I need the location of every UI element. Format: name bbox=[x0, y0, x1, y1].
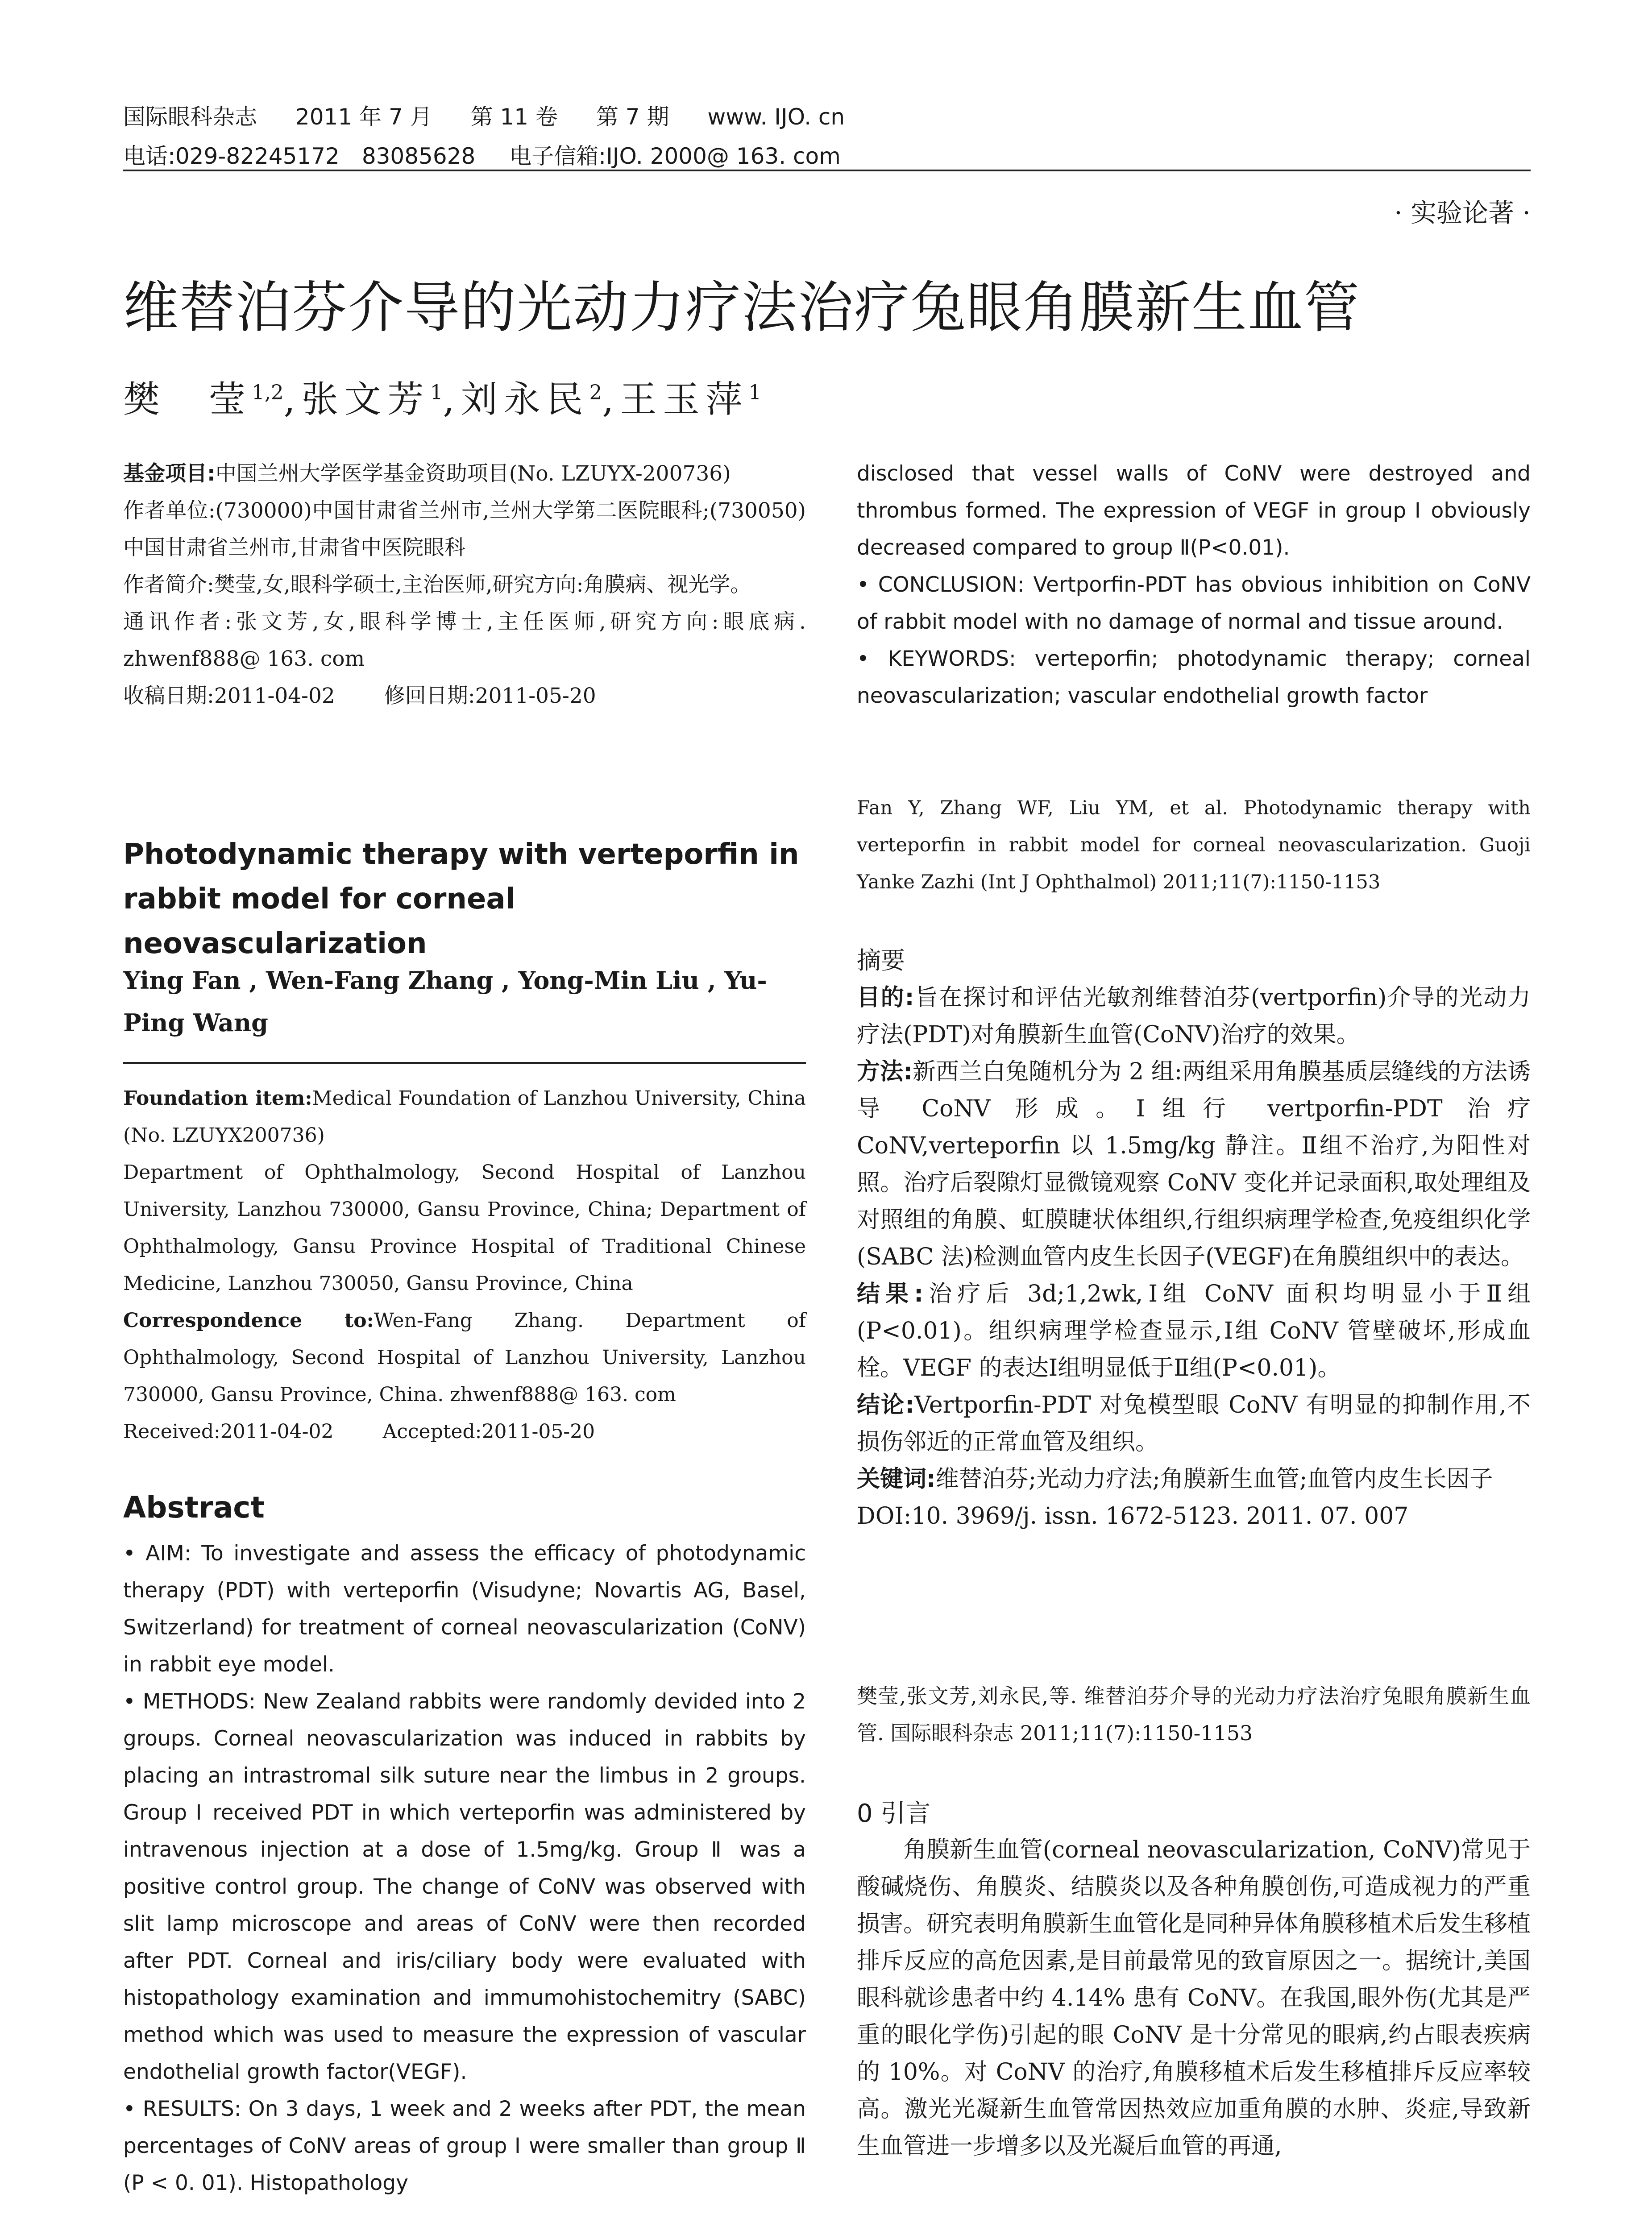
english-front-rule bbox=[123, 1062, 806, 1064]
journal-email: 电子信箱:IJO. 2000@ 163. com bbox=[509, 143, 841, 169]
dates bbox=[123, 677, 806, 714]
zh-aim-text: 旨在探讨和评估光敏剂维替泊芬(vertporfin)介导的光动力疗法(PDT)对角膜新生血管(CoNV)治疗的效果。 bbox=[857, 984, 1531, 1048]
header-rule bbox=[123, 170, 1531, 171]
english-authors: Ying Fan , Wen-Fang Zhang , Yong-Min Liu , Yu-Ping Wang bbox=[123, 966, 767, 1037]
citation-text: Fan Y, Zhang WF, Liu YM, et al. Photodynamic therapy with verteporfin in rabbit model for corneal neovascularization. Guoji Yanke Zazhi (Int J Ophthalmol) 2011;11(7):1150-1153 bbox=[857, 797, 1531, 893]
abstract-aim: • AIM: To investigate and assess the efficacy of photodynamic therapy (PDT) with verteporfin (Visudyne; Novartis AG, Basel, Switzerland) for treatment of corneal neovascularization (CoNV) in rabbit eye model. bbox=[123, 1541, 806, 1677]
journal-name: 国际眼科杂志 bbox=[123, 104, 257, 130]
author-name: 樊 莹 bbox=[123, 378, 252, 421]
issue-date: 2011 年 7 月 bbox=[295, 104, 432, 130]
zh-abstract-body bbox=[857, 979, 1531, 1535]
section-label: · 实验论著 · bbox=[1394, 198, 1531, 228]
issue-number: 第 7 期 bbox=[596, 104, 669, 130]
zh-abstract-heading: 摘要 bbox=[857, 946, 905, 975]
author-affiliation: 1 bbox=[430, 380, 443, 404]
intro-text: 角膜新生血管(corneal neovascularization, CoNV)常见于酸碱烧伤、角膜炎、结膜炎以及各种角膜创伤,可造成视力的严重损害。研究表明角膜新生血管化是同种异体角膜移植术后发生移植排斥反应的高危因素,是目前最常见的致盲原因之一。据统计,美国眼科就诊患者中约 4.14% 患有 CoNV。在我国,眼外伤(尤其是严重的眼化学伤)引起的眼 CoNV 是十分常见的眼病,约占眼表疾病的 10%。对 CoNV 的治疗,角膜移植术后发生移植排斥反应率较高。激光光凝新生血管常因热效应加重角膜的水肿、炎症,导致新生血管进一步增多以及光凝后血管的再通, bbox=[857, 1837, 1531, 2160]
author-name: 王玉萍 bbox=[620, 378, 749, 421]
correspondence bbox=[123, 1302, 806, 1413]
correspondence-label: Correspondence to: bbox=[123, 1309, 374, 1332]
journal-website: www. IJO. cn bbox=[707, 104, 845, 130]
english-title: Photodynamic therapy with verteporfin in rabbit model for corneal neovascularization bbox=[123, 838, 799, 960]
affil-label: 作者单位: bbox=[123, 498, 216, 523]
zh-methods-text: 新西兰白兔随机分为 2 组:两组采用角膜基质层缝线的方法诱导 CoNV 形成。Ⅰ组行 vertporfin-PDT 治疗 CoNV,verteporfin 以 1.5mg/kg 静注。Ⅱ组不治疗,为阳性对照。治疗后裂隙灯显微镜观察 CoNV 变化并记录面积,取处理组及对照组的角膜、虹膜睫状体组织,行组织病理学检查,免疫组织化学(SABC 法)检测血管内皮生长因子(VEGF)在角膜组织中的表达。 bbox=[857, 1058, 1531, 1270]
foundation-text: Medical Foundation of Lanzhou University, China (No. LZUYX200736) bbox=[123, 1087, 806, 1147]
bio-text: 樊莹,女,眼科学硕士,主治医师,研究方向:角膜病、视光学。 bbox=[214, 572, 751, 597]
zh-keywords-label: 关键词: bbox=[857, 1466, 936, 1493]
intro-body bbox=[857, 1832, 1531, 2165]
affil-text: (730000)中国甘肃省兰州市,兰州大学第二医院眼科;(730050)中国甘肃省兰州市,甘肃省中医院眼科 bbox=[123, 498, 806, 560]
zh-methods bbox=[857, 1053, 1531, 1276]
zh-keywords bbox=[857, 1461, 1531, 1498]
correspondence-text: Wen-Fang Zhang. Department of Ophthalmology, Second Hospital of Lanzhou University, Lanzhou 730000, Gansu Province, China. zhwenf888@ 163. com bbox=[123, 1309, 806, 1406]
article-title: 维替泊芬介导的光动力疗法治疗兔眼角膜新生血管 bbox=[123, 276, 1361, 340]
abstract-results: • RESULTS: On 3 days, 1 week and 2 weeks after PDT, the mean percentages of CoNV areas of group Ⅰ were smaller than group Ⅱ (P < 0. 01). Histopathology bbox=[123, 2097, 806, 2195]
intro-heading: 0 引言 bbox=[857, 1799, 931, 1828]
author-affiliation: 1,2 bbox=[252, 380, 284, 404]
foundation-item bbox=[123, 1080, 806, 1154]
author-name: 刘永民 bbox=[461, 378, 589, 421]
zh-methods-label: 方法: bbox=[857, 1058, 913, 1085]
english-citation bbox=[857, 790, 1531, 901]
author-affiliation: 1 bbox=[748, 380, 762, 404]
zh-keywords-text: 维替泊芬;光动力疗法;角膜新生血管;血管内皮生长因子 bbox=[935, 1466, 1493, 1493]
author-bio bbox=[123, 566, 806, 603]
author-affiliations bbox=[123, 492, 806, 566]
issue-volume: 第 11 卷 bbox=[470, 104, 558, 130]
doi: DOI:10. 3969/j. issn. 1672-5123. 2011. 07. 007 bbox=[857, 1503, 1409, 1530]
journal-contact bbox=[123, 138, 868, 170]
zh-results-text: 治疗后 3d;1,2wk,Ⅰ组 CoNV 面积均明显小于Ⅱ组(P<0.01)。组织病理学检查显示,Ⅰ组 CoNV 管壁破坏,形成血栓。VEGF 的表达Ⅰ组明显低于Ⅱ组(P<0.01)。 bbox=[857, 1281, 1531, 1381]
journal-phone: 电话:029-82245172 83085628 bbox=[123, 143, 476, 169]
zh-aim-label: 目的: bbox=[857, 984, 914, 1011]
zh-results-label: 结果: bbox=[857, 1281, 924, 1307]
corr-label: 通讯作者: bbox=[123, 610, 232, 634]
departments: Department of Ophthalmology, Second Hospital of Lanzhou University, Lanzhou 730000, Gansu Province, China; Department of Ophthalmology, Gansu Province Hospital of Traditional Chinese Medicine, Lanzhou 730050, Gansu Province, China bbox=[123, 1161, 806, 1295]
accepted-date-en: Accepted:2011-05-20 bbox=[382, 1420, 595, 1443]
zh-conclusion-label: 结论: bbox=[857, 1392, 915, 1418]
abstract-heading: Abstract bbox=[123, 1490, 265, 1525]
corresponding-author bbox=[123, 603, 806, 677]
revised-date: 修回日期:2011-05-20 bbox=[384, 684, 596, 708]
author-list: 樊 莹$^{1,2}$,张文芳$^1$,刘永民$^2$,王玉萍$^1$ bbox=[123, 378, 762, 421]
zh-conclusion bbox=[857, 1387, 1531, 1461]
fund-text: 中国兰州大学医学基金资助项目(No. LZUYX-200736) bbox=[215, 461, 731, 486]
zh-results bbox=[857, 1276, 1531, 1387]
author-affiliation: 2 bbox=[589, 380, 602, 404]
abstract-continued bbox=[857, 455, 1531, 714]
chinese-citation bbox=[857, 1678, 1531, 1752]
abstract-results-cont: disclosed that vessel walls of CoNV were destroyed and thrombus formed. The expression of VEGF in group Ⅰ obviously decreased compared to group Ⅱ(P<0.01). bbox=[857, 461, 1531, 560]
zh-conclusion-text: Vertporfin-PDT 对兔模型眼 CoNV 有明显的抑制作用,不损伤邻近的正常血管及组织。 bbox=[857, 1392, 1531, 1456]
received-date-en: Received:2011-04-02 bbox=[123, 1420, 334, 1443]
en-dates bbox=[123, 1413, 806, 1450]
abstract-methods: • METHODS: New Zealand rabbits were randomly devided into 2 groups. Corneal neovascularization was induced in rabbits by placing an intrastromal silk suture near the limbus in 2 groups. Group Ⅰ received PDT in which verteporfin was administered by intravenous injection at a dose of 1.5mg/kg. Group Ⅱ was a positive control group. The change of CoNV was observed with slit lamp microscope and areas of CoNV were then recorded after PDT. Corneal and iris/ciliary body were evaluated with histopathology examination and immumohistochemitry (SABC) method which was used to measure the expression of vascular endothelial growth factor(VEGF). bbox=[123, 1689, 806, 2084]
abstract-keywords: • KEYWORDS: verteporfin; photodynamic therapy; corneal neovascularization; vascular endothelial growth factor bbox=[857, 647, 1531, 708]
cn-front-matter bbox=[123, 455, 806, 714]
journal-header bbox=[123, 99, 876, 131]
fund-info bbox=[123, 455, 806, 492]
bio-label: 作者简介: bbox=[123, 572, 214, 597]
zh-aim bbox=[857, 979, 1531, 1053]
fund-label: 基金项目: bbox=[123, 461, 216, 486]
received-date: 收稿日期:2011-04-02 bbox=[123, 684, 335, 708]
zh-citation-text: 樊莹,张文芳,刘永民,等. 维替泊芬介导的光动力疗法治疗兔眼角膜新生血管. 国际眼科杂志 2011;11(7):1150-1153 bbox=[857, 1684, 1531, 1745]
abstract-body bbox=[123, 1535, 806, 2202]
corr-text: 张文芳,女,眼科学博士,主任医师,研究方向:眼底病. zhwenf888@ 163. com bbox=[123, 610, 806, 671]
english-front-matter bbox=[123, 1080, 806, 1450]
abstract-conclusion: • CONCLUSION: Vertporfin-PDT has obvious inhibition on CoNV of rabbit model with no damage of normal and tissue around. bbox=[857, 572, 1531, 634]
foundation-label: Foundation item: bbox=[123, 1087, 312, 1110]
author-name: 张文芳 bbox=[301, 378, 430, 421]
